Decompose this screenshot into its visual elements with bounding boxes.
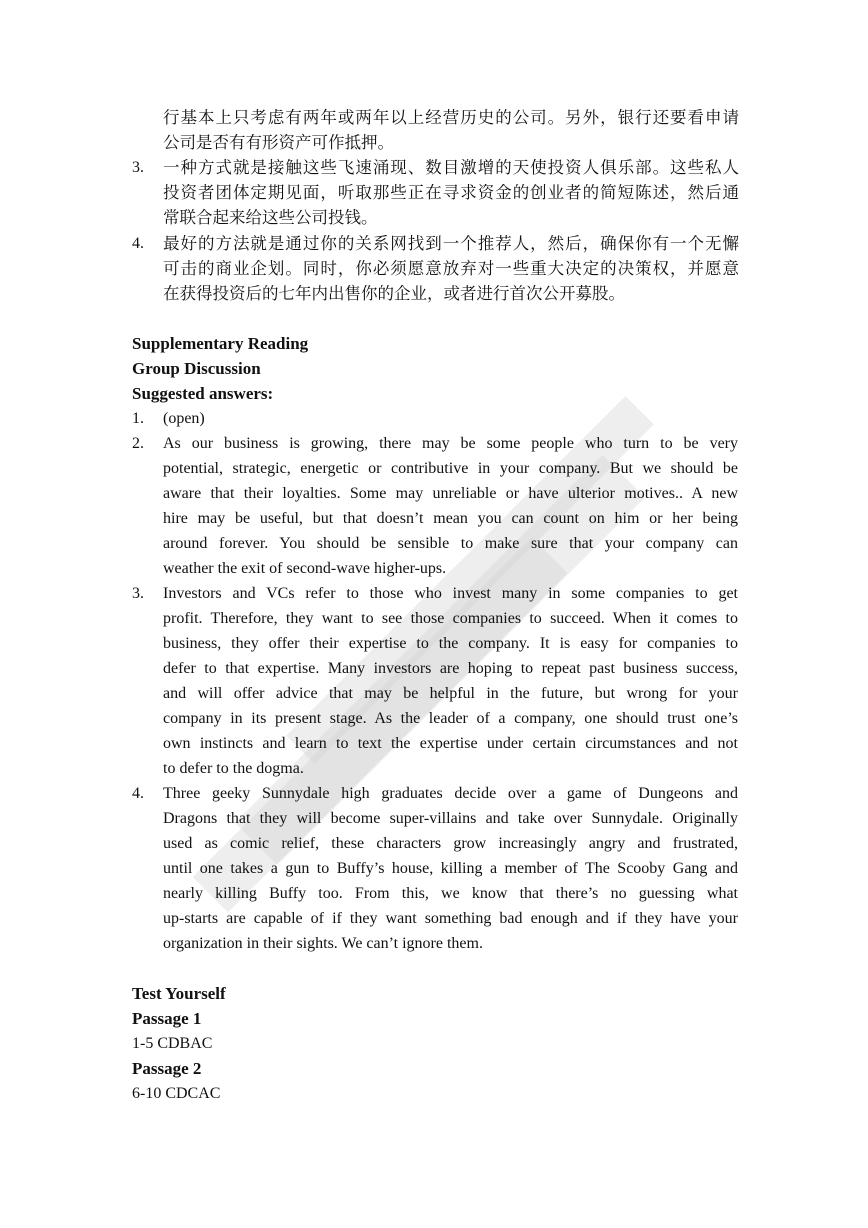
answer-line: aware that their loyalties. Some may unreliable or have ulterior motives.. A new	[163, 485, 738, 502]
answer-line: defer to that expertise. Many investors are hoping to repeat past business success,	[163, 660, 738, 677]
cn-item4-line: 可击的商业企划。同时，你必须愿意放弃对一些重大决定的决策权，并愿意	[163, 259, 739, 278]
answer-line: As our business is growing, there may be some people who turn to be very	[163, 435, 738, 452]
answer-line: used as comic relief, these characters grow increasingly angry and frustrated,	[163, 835, 738, 852]
list-number: 3.	[132, 585, 144, 602]
section-subtitle: Group Discussion	[132, 359, 261, 378]
answer-line: Dragons that they will become super-villains and take over Sunnydale. Originally	[163, 810, 738, 827]
answer-line: own instincts and learn to text the expertise under certain circumstances and not	[163, 735, 738, 752]
answer-line: and will offer advice that may be helpful in the future, but wrong for your	[163, 685, 738, 702]
passage-2-label: Passage 2	[132, 1059, 202, 1078]
cn-item2-line: 行基本上只考虑有两年或两年以上经营历史的公司。另外，银行还要看申请	[163, 108, 739, 127]
passage-1-answers: 1-5 CDBAC	[132, 1035, 213, 1052]
cn-item3-line: 常联合起来给这些公司投钱。	[163, 208, 378, 227]
cn-item4-line: 最好的方法就是通过你的关系网找到一个推荐人，然后，确保你有一个无懈	[163, 234, 739, 253]
cn-item4-line: 在获得投资后的七年内出售你的企业，或者进行首次公开募股。	[163, 284, 625, 303]
passage-1-label: Passage 1	[132, 1009, 202, 1028]
answer-line: Three geeky Sunnydale high graduates decide over a game of Dungeons and	[163, 785, 738, 802]
answer-line: nearly killing Buffy too. From this, we know that there’s no guessing what	[163, 885, 738, 902]
list-number: 3.	[132, 159, 144, 176]
answer-line: weather the exit of second-wave higher-ups.	[163, 560, 447, 577]
answer-line: to defer to the dogma.	[163, 760, 304, 777]
list-number: 4.	[132, 235, 144, 252]
answer-line: up-starts are capable of if they want something bad enough and if they have your	[163, 910, 738, 927]
answer-line: (open)	[163, 410, 205, 427]
answer-line: potential, strategic, energetic or contributive in your company. But we should be	[163, 460, 738, 477]
list-number: 2.	[132, 435, 144, 452]
cn-item3-line: 一种方式就是接触这些飞速涌现、数目激增的天使投资人俱乐部。这些私人	[163, 158, 739, 177]
passage-2-answers: 6-10 CDCAC	[132, 1085, 221, 1102]
answer-line: Investors and VCs refer to those who invest many in some companies to get	[163, 585, 738, 602]
test-yourself-title: Test Yourself	[132, 984, 226, 1003]
section-title: Supplementary Reading	[132, 334, 309, 353]
answer-line: company in its present stage. As the leader of a company, one should trust one’s	[163, 710, 738, 727]
answers-label: Suggested answers:	[132, 384, 274, 403]
answer-line: organization in their sights. We can’t ignore them.	[163, 935, 483, 952]
cn-item2-line: 公司是否有有形资产可作抵押。	[163, 133, 394, 152]
answer-line: profit. Therefore, they want to see those companies to succeed. When it comes to	[163, 610, 738, 627]
list-number: 4.	[132, 785, 144, 802]
answer-line: hire may be useful, but that doesn’t mean you can count on him or her being	[163, 510, 738, 527]
list-number: 1.	[132, 410, 144, 427]
answer-line: until one takes a gun to Buffy’s house, killing a member of The Scooby Gang and	[163, 860, 738, 877]
answer-line: around forever. You should be sensible to make sure that your company can	[163, 535, 738, 552]
answer-line: business, they offer their expertise to the company. It is easy for companies to	[163, 635, 738, 652]
cn-item3-line: 投资者团体定期见面，听取那些正在寻求资金的创业者的简短陈述，然后通	[163, 183, 739, 202]
